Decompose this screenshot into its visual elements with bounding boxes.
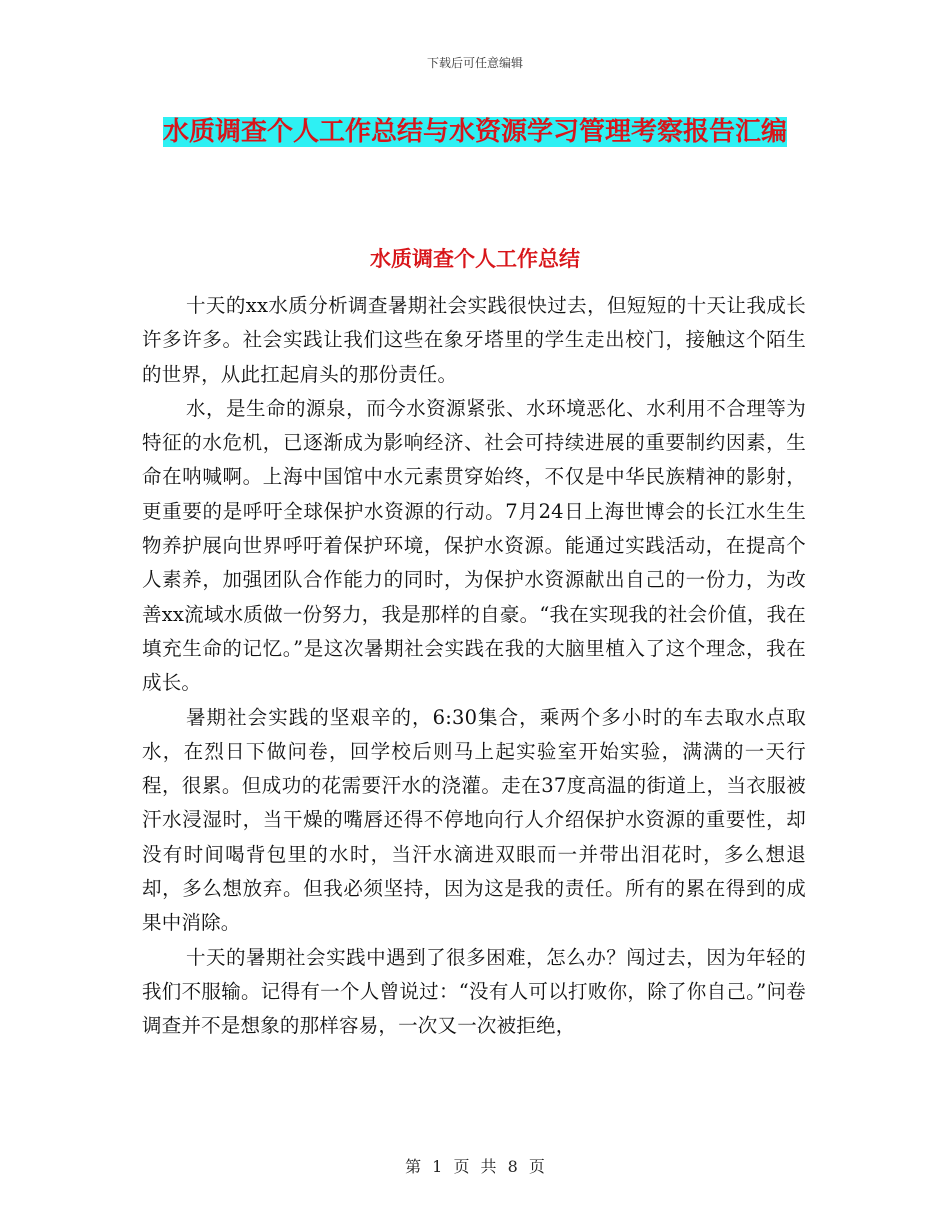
- paragraph: 十天的暑期社会实践中遇到了很多困难，怎么办？闯过去，因为年轻的我们不服输。记得有一个人曾说过：“没有人可以打败你，除了你自己。”问卷调查并不是想象的那样容易，一次又一次被拒绝，: [142, 945, 806, 1038]
- page-footer: 第 1 页 共 8 页: [405, 1157, 545, 1176]
- document-title: [140, 112, 810, 153]
- section-title: 水质调查个人工作总结: [370, 247, 580, 271]
- paragraph: 十天的xx水质分析调查暑期社会实践很快过去，但短短的十天让我成长许多许多。社会实践让我们这些在象牙塔里的学生走出校门，接触这个陌生的世界，从此扛起肩头的那份责任。: [142, 294, 806, 386]
- header-note: 下载后可任意编辑: [426, 56, 523, 70]
- paragraph: 暑期社会实践的坚艰辛的，6:30集合，乘两个多小时的车去取水点取水，在烈日下做问卷，回学校后则马上起实验室开始实验，满满的一天行程，很累。但成功的花需要汗水的浇灌。走在37度高温的街道上，当衣服被汗水浸湿时，当干燥的嘴唇还得不停地向行人介绍保护水资源的重要性，却没有时间喝背包里的水时，当汗水滴进双眼而一并带出泪花时，多么想退却，多么想放弃。但我必须坚持，因为这是我的责任。所有的累在得到的成果中消除。: [142, 705, 806, 935]
- document-body: [142, 289, 806, 1044]
- paragraph: 水，是生命的源泉，而今水资源紧张、水环境恶化、水利用不合理等为特征的水危机，已逐渐成为影响经济、社会可持续进展的重要制约因素，生命在呐喊啊。上海中国馆中水元素贯穿始终，不仅是中华民族精神的影射，更重要的是呼吁全球保护水资源的行动。7月24日上海世博会的长江水生生物养护展向世界呼吁着保护环境，保护水资源。能通过实践活动，在提高个人素养，加强团队合作能力的同时，为保护水资源献出自己的一份力，为改善xx流域水质做一份努力，我是那样的自豪。“我在实现我的社会价值，我在填充生命的记忆。”是这次暑期社会实践在我的大脑里植入了这个理念，我在成长。: [142, 396, 806, 695]
- document-title-text: 水质调查个人工作总结与水资源学习管理考察报告汇编: [162, 117, 787, 147]
